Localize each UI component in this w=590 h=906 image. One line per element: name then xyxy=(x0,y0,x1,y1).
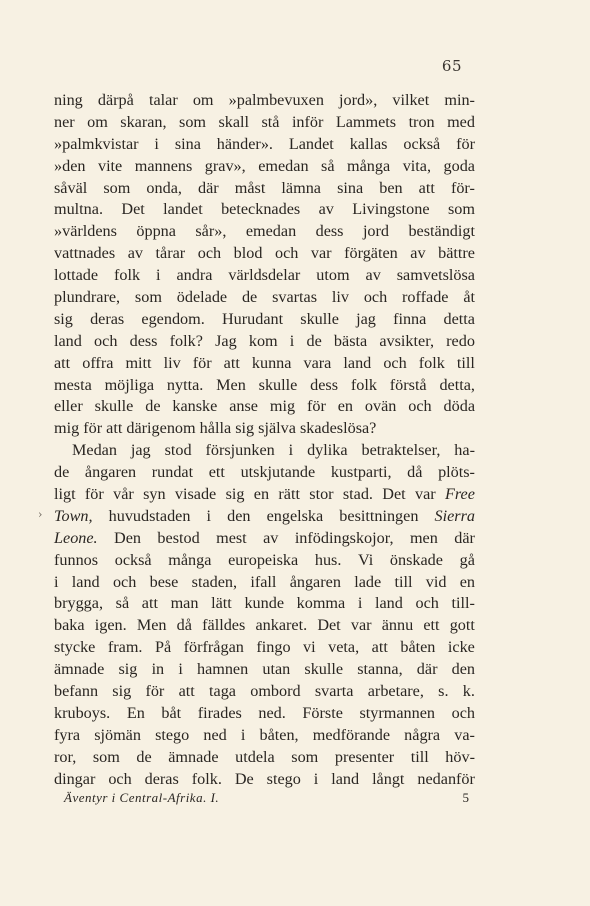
text-line: vattnades av tårar och blod och var förgäten av bättre xyxy=(54,244,475,263)
text-line: ner om skaran, som skall stå inför Lammets tron med xyxy=(54,112,475,131)
text-line: »den vite mannens grav», emedan så många vita, goda xyxy=(54,156,475,175)
text-line: fyra sjömän stego ned i båten, medförande några va- xyxy=(54,725,475,744)
text-line: mig för att därigenom hålla sig själva skadeslösa? xyxy=(54,419,377,438)
text-line: baka igen. Men då fälldes ankaret. Det var ännu ett gott xyxy=(54,616,475,635)
text-line: Medan jag stod försjunken i dylika betraktelser, ha- xyxy=(72,441,475,460)
text-line: stycke fram. På förfrågan fingo vi veta, att båten icke xyxy=(54,638,475,657)
text-line: land och dess folk? Jag kom i de bästa avsikter, redo xyxy=(54,331,475,350)
text-line: Town, huvudstaden i den engelska besittningen Sierra xyxy=(54,506,475,525)
margin-mark: › xyxy=(38,508,43,521)
text-line: kruboys. En båt firades ned. Förste styrmannen och xyxy=(54,703,475,722)
page-number: 65 xyxy=(441,57,462,75)
text-line: plundrare, som ödelade de svartas liv och roffade åt xyxy=(54,288,475,307)
text-line: brygga, så att man lätt kunde komma i land och till- xyxy=(54,594,475,613)
text-line: i land och bese staden, ifall ångaren lade till vid en xyxy=(54,572,475,591)
text-line: lottade folk i andra världsdelar utom av samvetslösa xyxy=(54,266,475,285)
text-line: eller skulle de kanske anse mig för en ovän och döda xyxy=(54,397,475,416)
text-line: dingar och deras folk. De stego i land långt nedanför xyxy=(54,769,475,788)
text-line: ror, som de ämnade utdela som presenter till höv- xyxy=(54,747,475,766)
text-line: ämnade sig in i hamnen utan skulle stanna, där den xyxy=(54,660,475,679)
text-line: mesta möjliga nytta. Men skulle dess folk förstå detta, xyxy=(54,375,475,394)
text-line: »världens öppna sår», emedan dess jord beständigt xyxy=(54,222,475,241)
text-line: ning därpå talar om »palmbevuxen jord», vilket min- xyxy=(54,91,475,109)
text-line: såväl som onda, där måst lämna sina ben att för- xyxy=(54,178,475,197)
text-line: »palmkvistar i sina händer». Landet kallas också för xyxy=(54,134,475,153)
text-line: ligt för vår syn visade sig en rätt stor stad. Det var Free xyxy=(54,485,475,504)
body-text xyxy=(54,90,475,791)
page-footer xyxy=(64,790,469,806)
running-footer-title: Äventyr i Central-Afrika. I. xyxy=(64,790,220,805)
text-line: befann sig för att taga ombord svarta arbetare, s. k. xyxy=(54,682,475,701)
text-line: sig deras egendom. Hurudant skulle jag finna detta xyxy=(54,309,475,328)
text-line: de ångaren rundat ett utskjutande kustparti, då plöts- xyxy=(54,463,475,482)
text-line: funnos också många europeiska hus. Vi önskade gå xyxy=(54,550,475,569)
signature-mark: 5 xyxy=(462,790,469,805)
text-line: att offra mitt liv för att kunna vara land och folk till xyxy=(54,353,475,372)
text-line: Leone. Den bestod mest av infödingskojor, men där xyxy=(54,528,475,547)
text-line: multna. Det landet betecknades av Livingstone som xyxy=(54,200,475,219)
